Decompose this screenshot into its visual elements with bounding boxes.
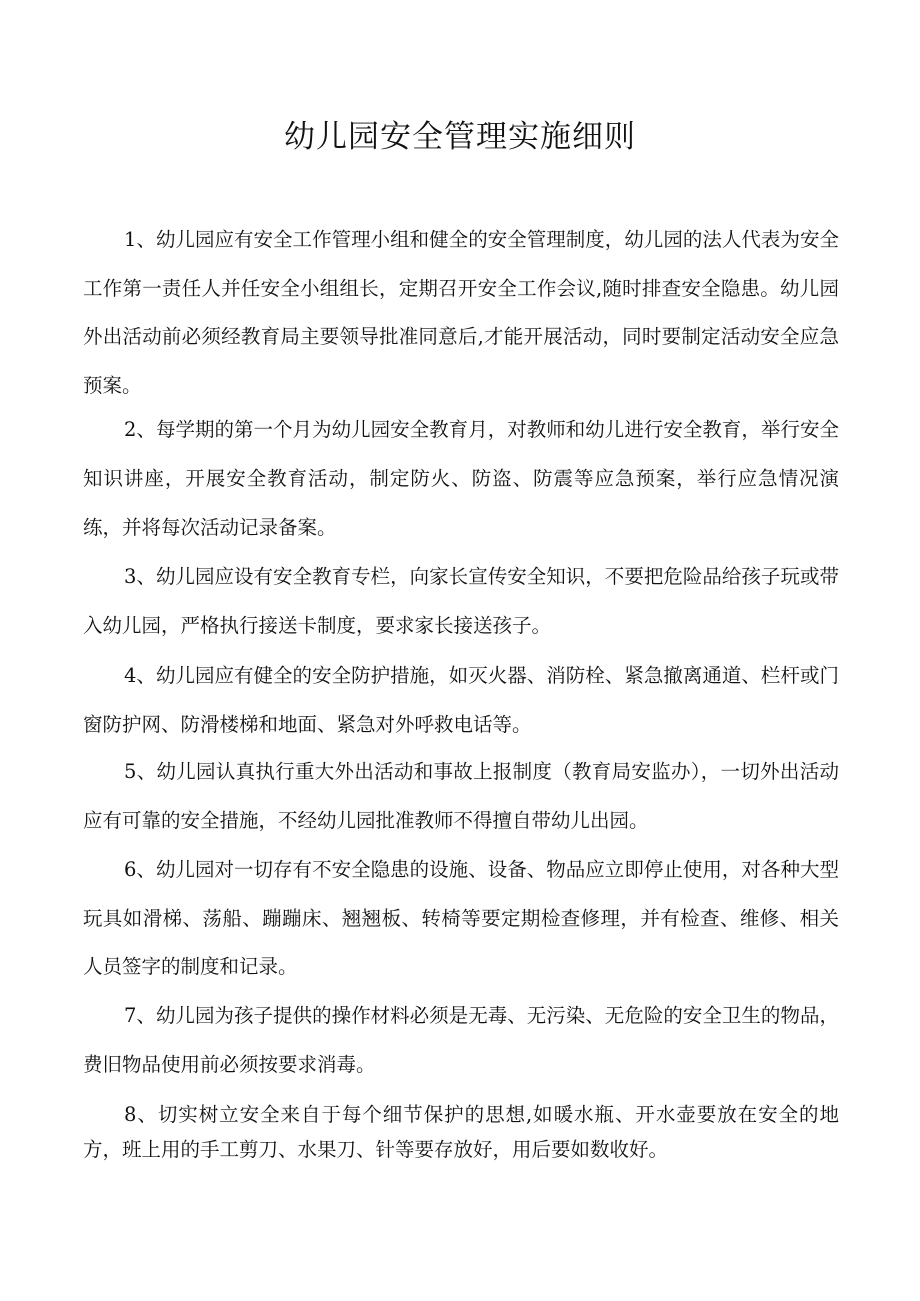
paragraph-7: 7、幼儿园为孩子提供的操作材料必须是无毒、无污染、无危险的安全卫生的物品，费旧物品使用前必须按要求消毒。 <box>83 1004 839 1076</box>
paragraph-3: 3、幼儿园应设有安全教育专栏，向家长宣传安全知识，不要把危险品给孩子玩或带入幼儿园，严格执行接送卡制度，要求家长接送孩子。 <box>83 565 839 637</box>
document-title: 幼儿园安全管理实施细则 <box>284 119 636 155</box>
paragraph-2: 2、每学期的第一个月为幼儿园安全教育月，对教师和幼儿进行安全教育，举行安全知识讲座，开展安全教育活动，制定防火、防盗、防震等应急预案，举行应急情况演练，并将每次活动记录备案。 <box>83 418 839 539</box>
paragraph-5: 5、幼儿园认真执行重大外出活动和事故上报制度（教育局安监办），一切外出活动应有可靠的安全措施，不经幼儿园批准教师不得擅自带幼儿出园。 <box>83 760 839 832</box>
paragraph-6: 6、幼儿园对一切存有不安全隐患的设施、设备、物品应立即停止使用，对各种大型玩具如滑梯、荡船、蹦蹦床、翘翘板、转椅等要定期检查修理，并有检查、维修、相关人员签字的制度和记录。 <box>83 858 839 978</box>
paragraph-1: 1、幼儿园应有安全工作管理小组和健全的安全管理制度，幼儿园的法人代表为安全工作第一责任人并任安全小组组长，定期召开安全工作会议,随时排查安全隐患。幼儿园外出活动前必须经教育局主要领导批准同意后,才能开展活动，同时要制定活动安全应急预案。 <box>83 228 839 397</box>
paragraph-4: 4、幼儿园应有健全的安全防护措施，如灭火器、消防栓、紧急撤离通道、栏杆或门窗防护网、防滑楼梯和地面、紧急对外呼救电话等。 <box>83 664 839 736</box>
paragraph-8: 8、切实树立安全来自于每个细节保护的思想,如暖水瓶、开水壶要放在安全的地方，班上用的手工剪刀、水果刀、针等要存放好，用后要如数收好。 <box>83 1103 839 1161</box>
